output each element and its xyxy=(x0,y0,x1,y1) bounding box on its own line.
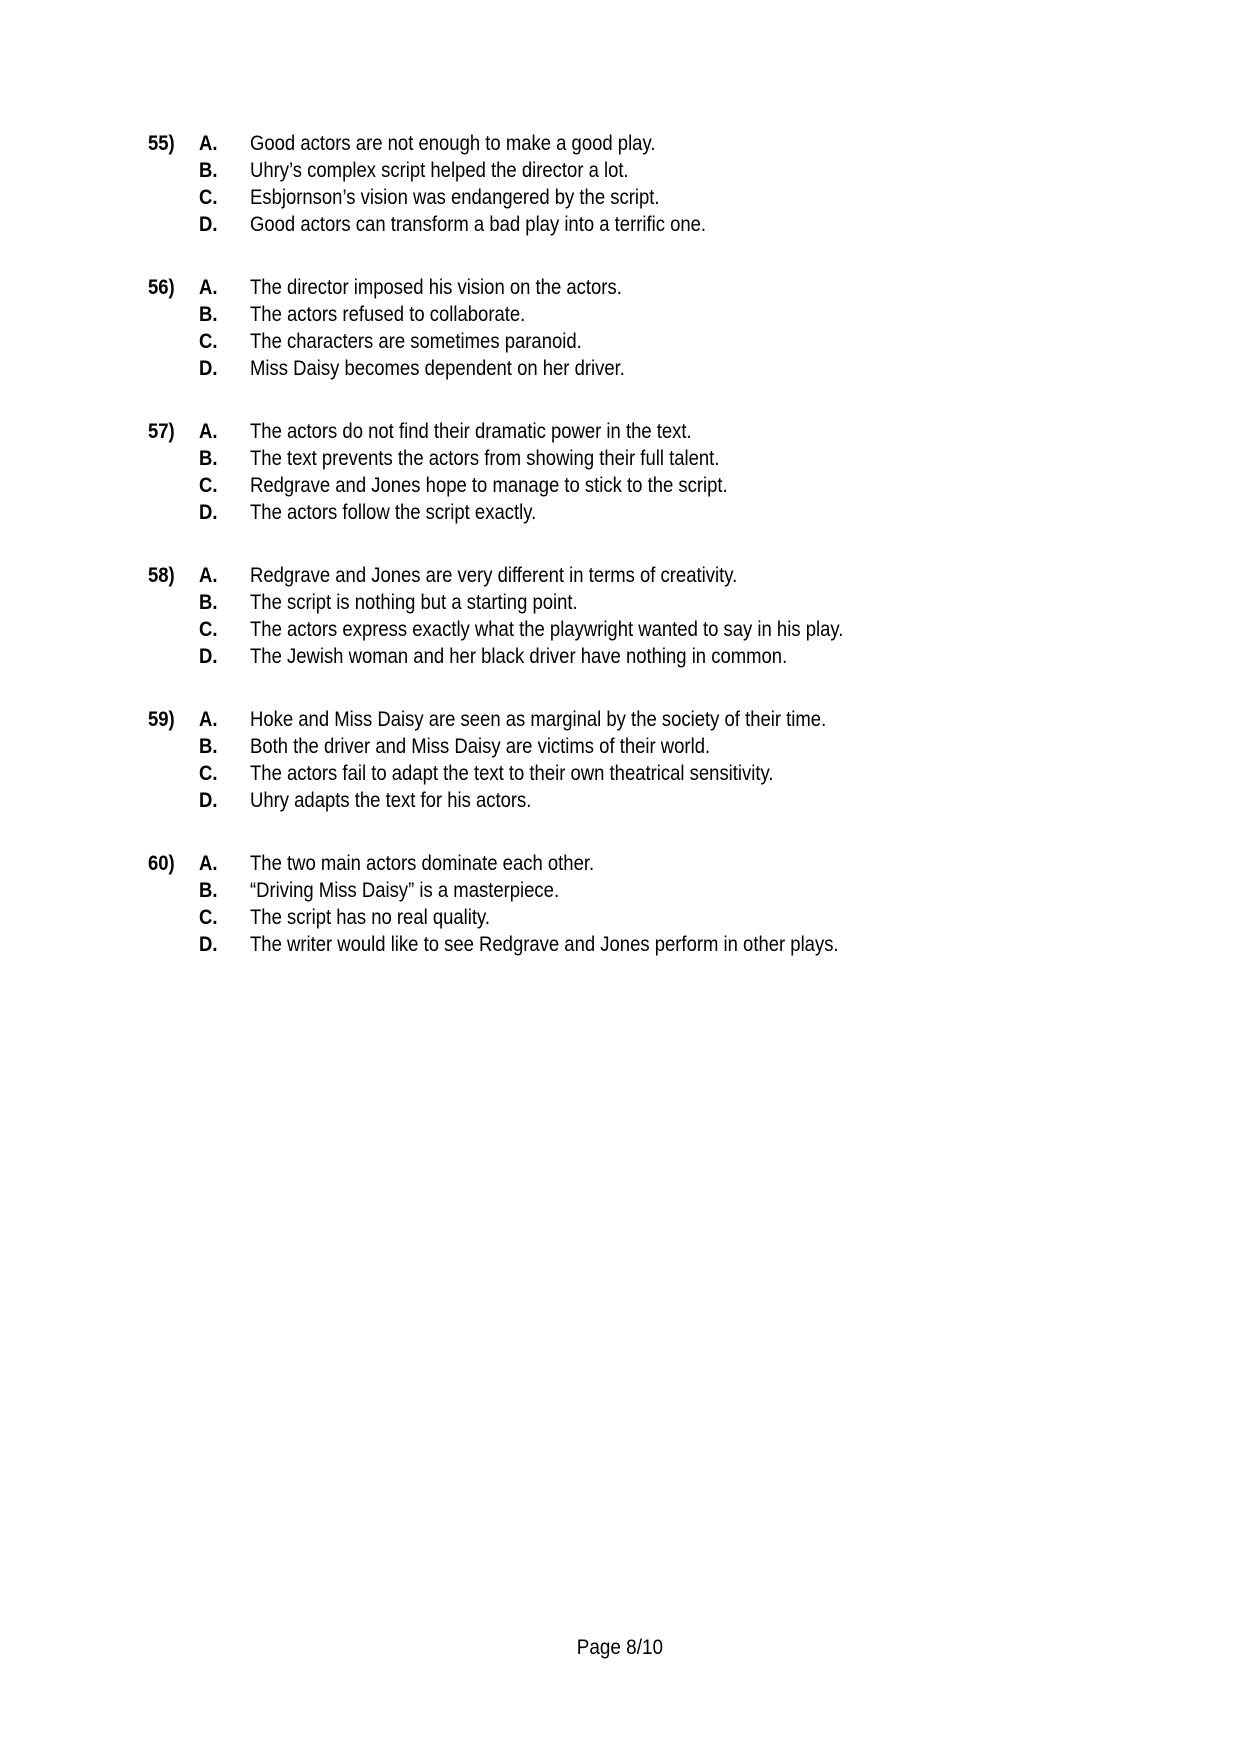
option-letter: C. xyxy=(199,186,218,209)
answer-option xyxy=(148,850,1148,877)
question-number: 55) xyxy=(148,132,175,155)
question-number: 58) xyxy=(148,564,175,587)
option-text: Redgrave and Jones are very different in terms of creativity. xyxy=(250,564,738,587)
page-number-text: Page 8/10 xyxy=(576,1636,664,1659)
question-number: 60) xyxy=(148,852,175,875)
option-letter: B. xyxy=(199,303,218,326)
answer-option xyxy=(148,472,1148,499)
question-number: 56) xyxy=(148,276,175,299)
option-text: Redgrave and Jones hope to manage to stick to the script. xyxy=(250,474,728,497)
answer-option xyxy=(148,589,1148,616)
option-letter: D. xyxy=(199,645,218,668)
question-1 xyxy=(148,274,1148,382)
option-letter: B. xyxy=(199,447,218,470)
answer-option xyxy=(148,733,1148,760)
answer-option xyxy=(148,211,1148,238)
option-letter: C. xyxy=(199,906,218,929)
option-text: Esbjornson’s vision was endangered by the script. xyxy=(250,186,660,209)
answer-option xyxy=(148,787,1148,814)
question-2 xyxy=(148,418,1148,526)
option-letter: C. xyxy=(199,474,218,497)
question-3 xyxy=(148,562,1148,670)
option-text: Good actors are not enough to make a good play. xyxy=(250,132,656,155)
option-letter: C. xyxy=(199,618,218,641)
option-letter: D. xyxy=(199,789,218,812)
question-4 xyxy=(148,706,1148,814)
answer-option xyxy=(148,706,1148,733)
question-0 xyxy=(148,130,1148,238)
answer-option xyxy=(148,931,1148,958)
answer-option xyxy=(148,418,1148,445)
answer-option xyxy=(148,328,1148,355)
option-text: The actors fail to adapt the text to their own theatrical sensitivity. xyxy=(250,762,774,785)
option-letter: B. xyxy=(199,735,218,758)
option-text: The characters are sometimes paranoid. xyxy=(250,330,582,353)
option-letter: A. xyxy=(199,852,218,875)
option-letter: A. xyxy=(199,708,218,731)
option-text: The director imposed his vision on the actors. xyxy=(250,276,622,299)
option-text: The two main actors dominate each other. xyxy=(250,852,595,875)
option-text: Uhry adapts the text for his actors. xyxy=(250,789,532,812)
answer-option xyxy=(148,130,1148,157)
question-number: 57) xyxy=(148,420,175,443)
option-text: The actors refused to collaborate. xyxy=(250,303,526,326)
option-text: Uhry’s complex script helped the director a lot. xyxy=(250,159,629,182)
option-letter: B. xyxy=(199,879,218,902)
answer-option xyxy=(148,904,1148,931)
option-text: The script has no real quality. xyxy=(250,906,491,929)
answer-option xyxy=(148,877,1148,904)
option-letter: A. xyxy=(199,564,218,587)
option-text: The Jewish woman and her black driver have nothing in common. xyxy=(250,645,788,668)
option-text: The actors do not find their dramatic power in the text. xyxy=(250,420,692,443)
option-text: Miss Daisy becomes dependent on her driver. xyxy=(250,357,625,380)
option-text: The actors express exactly what the playwright wanted to say in his play. xyxy=(250,618,844,641)
answer-option xyxy=(148,355,1148,382)
option-letter: A. xyxy=(199,420,218,443)
answer-option xyxy=(148,274,1148,301)
answer-option xyxy=(148,616,1148,643)
answer-option xyxy=(148,184,1148,211)
option-letter: C. xyxy=(199,330,218,353)
page-number xyxy=(0,1636,1240,1660)
option-letter: B. xyxy=(199,159,218,182)
answer-option xyxy=(148,445,1148,472)
answer-option xyxy=(148,301,1148,328)
option-letter: D. xyxy=(199,501,218,524)
option-letter: B. xyxy=(199,591,218,614)
option-text: The script is nothing but a starting point. xyxy=(250,591,578,614)
option-letter: D. xyxy=(199,357,218,380)
option-letter: C. xyxy=(199,762,218,785)
answer-option xyxy=(148,562,1148,589)
option-text: Good actors can transform a bad play into a terrific one. xyxy=(250,213,707,236)
option-letter: D. xyxy=(199,213,218,236)
option-text: Hoke and Miss Daisy are seen as marginal by the society of their time. xyxy=(250,708,827,731)
option-text: “Driving Miss Daisy” is a masterpiece. xyxy=(250,879,560,902)
option-text: Both the driver and Miss Daisy are victims of their world. xyxy=(250,735,711,758)
option-text: The text prevents the actors from showing their full talent. xyxy=(250,447,720,470)
option-text: The actors follow the script exactly. xyxy=(250,501,537,524)
answer-option xyxy=(148,157,1148,184)
option-letter: A. xyxy=(199,276,218,299)
answer-option xyxy=(148,643,1148,670)
option-letter: A. xyxy=(199,132,218,155)
answer-option xyxy=(148,499,1148,526)
question-number: 59) xyxy=(148,708,175,731)
answer-option xyxy=(148,760,1148,787)
option-text: The writer would like to see Redgrave and Jones perform in other plays. xyxy=(250,933,839,956)
question-5 xyxy=(148,850,1148,958)
option-letter: D. xyxy=(199,933,218,956)
